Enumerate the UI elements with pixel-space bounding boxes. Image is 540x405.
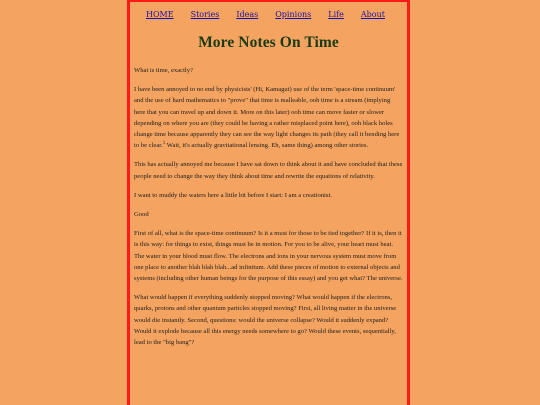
nav-link-stories[interactable]: Stories: [190, 10, 220, 19]
article-paragraph: What would happen if everything suddenly stopped moving? What would happen if the electrons, quarks, protons and other quantum particles stopped moving? First, all living matter in the universe would die instantly. Second, questions: would the universe collapse? Would it suddenly expand? Would it explode because all this energy needs somewhere to go? Would these events, sequentially, lead to the "big bang"?: [134, 294, 397, 347]
footnote-marker[interactable]: 1: [162, 141, 166, 147]
page-frame: [127, 0, 410, 405]
page-title: More Notes On Time: [198, 34, 339, 51]
paragraph-text: I have been annoyed to no end by physicists' (Hi, Kamagut) use of the term 'space-time continuum' and the use of hard mathematics to "prove" that time is malleable, ooh time is a stream (implying here that you can travel up and down it. More on this later) ooh time can move faster or slower depending on where you are (they could be having a rather misplaced point here), ooh black holes change time because apparently they can see the way light changes its path (they call it bending here to be clear.: [134, 86, 400, 150]
article-paragraph: First of all, what is the space-time continuum? Is it a must for those to be tied together? If it is, then it is this way: for things to exist, things must be in motion. For you to be alive, your heart must beat. The water in your blood must flow. The electrons and ions in your nervous system must move from one place to another blah blah blah...ad infinitum. Add these pieces of motion to external objects and systems (including other human beings for the purpose of this essay) and you get what? The universe.: [134, 230, 403, 283]
article-paragraph: What is time, exactly?: [134, 67, 193, 74]
article-paragraph: Good: [134, 211, 149, 219]
article-body: [130, 65, 407, 348]
paragraph-text: Wait, it's actually gravitational lensing. Eh, same thing) among other stories.: [165, 142, 369, 150]
nav-link-opinions[interactable]: Opinions: [275, 10, 312, 19]
nav-link-life[interactable]: Life: [328, 10, 344, 19]
article-paragraph: This has actually annoyed me because I have sat down to think about it and have concluded that these people need to change the way they think about time and rewrite the equations of relativity.: [134, 161, 403, 180]
nav-link-about[interactable]: About: [360, 10, 385, 19]
nav-link-home[interactable]: HOME: [146, 10, 174, 19]
nav-link-ideas[interactable]: Ideas: [236, 10, 259, 19]
article-paragraph: [134, 84, 403, 151]
top-navigation: [130, 2, 407, 19]
article-paragraph: I want to muddy the waters here a little bit before I start: I am a creationist.: [134, 191, 332, 199]
